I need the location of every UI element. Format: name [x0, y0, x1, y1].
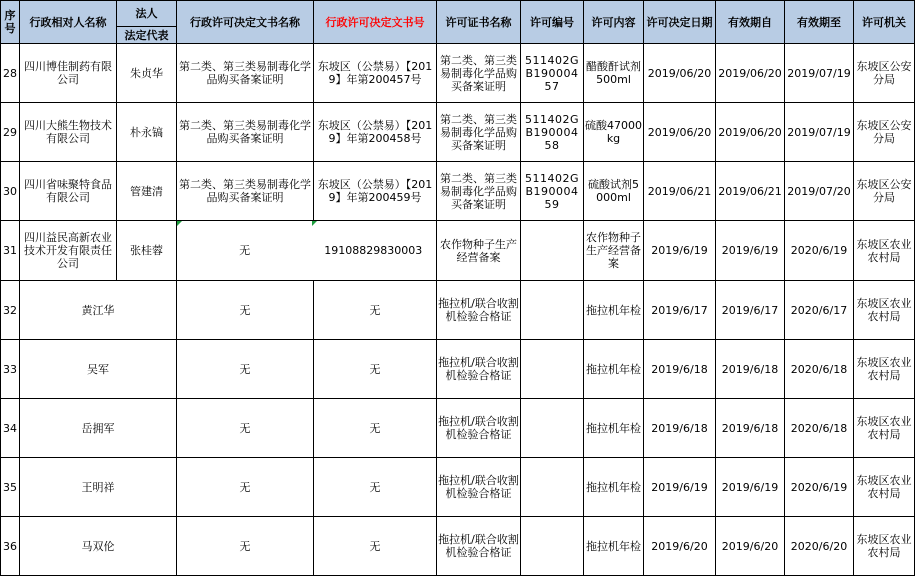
header-seq: 序号 [1, 1, 20, 44]
header-legal-person: 法人 [117, 1, 177, 27]
content-cell[interactable]: 拖拉机年检 [584, 458, 644, 517]
decision-number-cell[interactable]: 无 [314, 281, 437, 340]
header-decision-date: 许可决定日期 [644, 1, 716, 44]
cert-name-cell[interactable]: 第二类、第三类易制毒化学品购买备案证明 [437, 103, 521, 162]
decision-number-cell[interactable]: 无 [314, 458, 437, 517]
authority-cell[interactable]: 东坡区农业农村局 [854, 340, 915, 399]
authority-cell[interactable]: 东坡区农业农村局 [854, 458, 915, 517]
seq-cell[interactable]: 31 [1, 221, 20, 281]
legal-cell[interactable]: 朴永镐 [117, 103, 177, 162]
decision-name-cell[interactable]: 第二类、第三类易制毒化学品购买备案证明 [177, 103, 314, 162]
header-authority: 许可机关 [854, 1, 915, 44]
header-permit-number: 许可编号 [521, 1, 584, 44]
decision-date-cell[interactable]: 2019/6/18 [644, 340, 716, 399]
legal-cell[interactable]: 管建清 [117, 162, 177, 221]
valid-to-cell[interactable]: 2019/07/19 [785, 44, 854, 103]
header-valid-from: 有效期自 [716, 1, 785, 44]
party-cell[interactable]: 王明祥 [20, 458, 177, 517]
permit-number-cell[interactable] [521, 517, 584, 576]
table-row [1, 340, 915, 399]
cert-name-cell[interactable]: 拖拉机/联合收割机检验合格证 [437, 399, 521, 458]
seq-cell[interactable]: 33 [1, 340, 20, 399]
table-row [1, 103, 915, 162]
decision-name-cell[interactable]: 第二类、第三类易制毒化学品购买备案证明 [177, 44, 314, 103]
decision-number-cell[interactable]: 无 [314, 517, 437, 576]
party-cell[interactable]: 四川省味聚特食品有限公司 [20, 162, 117, 221]
table-row [1, 44, 915, 103]
permit-number-cell[interactable] [521, 281, 584, 340]
seq-cell[interactable]: 35 [1, 458, 20, 517]
content-cell[interactable]: 农作物种子生产经营备案 [584, 221, 644, 281]
valid-to-cell[interactable]: 2020/6/17 [785, 281, 854, 340]
decision-name-cell[interactable] [177, 221, 437, 281]
table-row [1, 517, 915, 576]
header-content: 许可内容 [584, 1, 644, 44]
content-cell[interactable]: 拖拉机年检 [584, 517, 644, 576]
valid-from-cell[interactable]: 2019/6/19 [716, 458, 785, 517]
cert-name-cell[interactable]: 第二类、第三类易制毒化学品购买备案证明 [437, 162, 521, 221]
content-cell[interactable]: 硫酸试剂5000ml [584, 162, 644, 221]
valid-to-cell[interactable]: 2020/6/18 [785, 399, 854, 458]
cert-name-cell[interactable]: 拖拉机/联合收割机检验合格证 [437, 281, 521, 340]
decision-number-cell[interactable]: 无 [314, 399, 437, 458]
content-cell[interactable]: 拖拉机年检 [584, 399, 644, 458]
authority-cell[interactable]: 东坡区公安分局 [854, 103, 915, 162]
valid-to-cell[interactable]: 2020/6/18 [785, 340, 854, 399]
valid-from-cell[interactable]: 2019/6/17 [716, 281, 785, 340]
party-cell[interactable]: 岳拥军 [20, 399, 177, 458]
valid-from-cell[interactable]: 2019/06/20 [716, 44, 785, 103]
valid-from-cell[interactable]: 2019/6/20 [716, 517, 785, 576]
permit-number-cell[interactable] [521, 399, 584, 458]
permit-number-cell[interactable] [521, 340, 584, 399]
permit-number-cell[interactable] [521, 458, 584, 517]
authority-cell[interactable]: 东坡区公安分局 [854, 162, 915, 221]
valid-from-cell[interactable]: 2019/6/19 [716, 221, 785, 281]
decision-name-cell[interactable]: 无 [177, 399, 314, 458]
decision-date-cell[interactable]: 2019/06/20 [644, 44, 716, 103]
authority-cell[interactable]: 东坡区农业农村局 [854, 221, 915, 281]
valid-to-cell[interactable]: 2020/6/19 [785, 221, 854, 281]
table-row [1, 281, 915, 340]
valid-to-cell[interactable]: 2020/6/20 [785, 517, 854, 576]
header-valid-to: 有效期至 [785, 1, 854, 44]
party-cell[interactable]: 四川博佳制药有限公司 [20, 44, 117, 103]
table-row [1, 221, 915, 281]
decision-number-cell[interactable]: 东坡区（公禁易）【2019】年第200457号 [314, 44, 437, 103]
header-party-name: 行政相对人名称 [20, 1, 117, 44]
table-body [1, 44, 915, 576]
decision-date-cell[interactable]: 2019/06/21 [644, 162, 716, 221]
decision-date-cell[interactable]: 2019/6/19 [644, 221, 716, 281]
legal-cell[interactable]: 张桂蓉 [117, 221, 177, 281]
authority-cell[interactable]: 东坡区农业农村局 [854, 517, 915, 576]
cert-name-cell[interactable]: 拖拉机/联合收割机检验合格证 [437, 340, 521, 399]
permit-number-cell[interactable]: 511402GB19000457 [521, 44, 584, 103]
header-legal-representative: 法定代表 [117, 27, 177, 44]
valid-from-cell[interactable]: 2019/6/18 [716, 340, 785, 399]
seq-cell[interactable]: 28 [1, 44, 20, 103]
decision-date-cell[interactable]: 2019/6/19 [644, 458, 716, 517]
decision-date-cell[interactable]: 2019/06/20 [644, 103, 716, 162]
decision-date-cell[interactable]: 2019/6/17 [644, 281, 716, 340]
decision-date-cell[interactable]: 2019/6/18 [644, 399, 716, 458]
header-decision-number: 行政许可决定文书号 [314, 1, 437, 44]
permit-number-cell[interactable]: 511402GB19000458 [521, 103, 584, 162]
party-cell[interactable]: 马双伦 [20, 517, 177, 576]
authority-cell[interactable]: 东坡区农业农村局 [854, 399, 915, 458]
seq-cell[interactable]: 36 [1, 517, 20, 576]
table-row [1, 458, 915, 517]
seq-cell[interactable]: 30 [1, 162, 20, 221]
seq-cell[interactable]: 34 [1, 399, 20, 458]
authority-cell[interactable]: 东坡区农业农村局 [854, 281, 915, 340]
table-row [1, 399, 915, 458]
decision-name-cell[interactable]: 无 [177, 458, 314, 517]
content-cell[interactable]: 硫酸47000kg [584, 103, 644, 162]
permit-number-cell[interactable]: 511402GB19000459 [521, 162, 584, 221]
seq-cell[interactable]: 29 [1, 103, 20, 162]
merged-cell-inner [178, 221, 435, 280]
decision-name-cell[interactable]: 无 [177, 281, 314, 340]
table-row [1, 162, 915, 221]
valid-to-cell[interactable]: 2019/07/20 [785, 162, 854, 221]
permit-number-cell[interactable] [521, 221, 584, 281]
party-cell[interactable]: 四川大熊生物技术有限公司 [20, 103, 117, 162]
valid-from-cell[interactable]: 2019/06/21 [716, 162, 785, 221]
valid-to-cell[interactable]: 2019/07/19 [785, 103, 854, 162]
decision-number-cell[interactable]: 东坡区（公禁易）【2019】年第200459号 [314, 162, 437, 221]
seq-cell[interactable]: 32 [1, 281, 20, 340]
decision-date-cell[interactable]: 2019/6/20 [644, 517, 716, 576]
authority-cell[interactable]: 东坡区公安分局 [854, 44, 915, 103]
cert-name-cell[interactable]: 农作物种子生产经营备案 [437, 221, 521, 281]
header-cert-name: 许可证书名称 [437, 1, 521, 44]
legal-cell[interactable]: 朱贞华 [117, 44, 177, 103]
decision-number-cell[interactable]: 东坡区（公禁易）【2019】年第200458号 [314, 103, 437, 162]
decision-name-cell[interactable]: 无 [177, 517, 314, 576]
cert-name-cell[interactable]: 拖拉机/联合收割机检验合格证 [437, 458, 521, 517]
decision-name-cell[interactable]: 第二类、第三类易制毒化学品购买备案证明 [177, 162, 314, 221]
content-cell[interactable]: 醋酸酐试剂500ml [584, 44, 644, 103]
valid-to-cell[interactable]: 2020/6/19 [785, 458, 854, 517]
party-cell[interactable]: 黄江华 [20, 281, 177, 340]
valid-from-cell[interactable]: 2019/6/18 [716, 399, 785, 458]
cert-name-cell[interactable]: 拖拉机/联合收割机检验合格证 [437, 517, 521, 576]
valid-from-cell[interactable]: 2019/06/20 [716, 103, 785, 162]
decision-name-cell[interactable]: 无 [177, 340, 314, 399]
party-cell[interactable]: 吴军 [20, 340, 177, 399]
decision-name-value: 无 [239, 244, 251, 257]
decision-number-value: 19108829830003 [312, 221, 435, 280]
header-decision-name: 行政许可决定文书名称 [177, 1, 314, 44]
party-cell[interactable]: 四川益民高新农业技术开发有限责任公司 [20, 221, 117, 281]
cert-name-cell[interactable]: 第二类、第三类易制毒化学品购买备案证明 [437, 44, 521, 103]
content-cell[interactable]: 拖拉机年检 [584, 340, 644, 399]
content-cell[interactable]: 拖拉机年检 [584, 281, 644, 340]
decision-number-cell[interactable]: 无 [314, 340, 437, 399]
